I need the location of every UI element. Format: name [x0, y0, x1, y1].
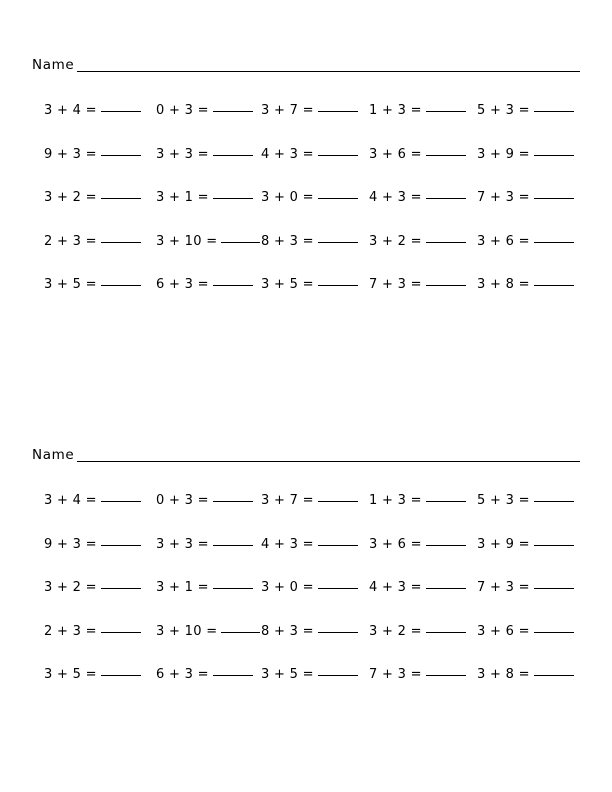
problem-expression: 3 + 9 =	[477, 146, 530, 162]
problem-expression: 3 + 2 =	[44, 580, 97, 595]
problem-expression: 3 + 5 =	[44, 277, 97, 292]
problem-cell	[369, 146, 473, 164]
problem-expression: 3 + 8 =	[477, 277, 530, 292]
answer-blank[interactable]	[534, 501, 574, 502]
problem-expression: 3 + 3 =	[156, 146, 209, 162]
problem-cell	[369, 666, 473, 684]
answer-blank[interactable]	[318, 111, 358, 112]
problem-expression: 3 + 0 =	[261, 190, 314, 205]
answer-blank[interactable]	[101, 501, 141, 502]
problem-cell	[369, 536, 473, 554]
problem-expression: 3 + 2 =	[369, 233, 422, 249]
answer-blank[interactable]	[318, 588, 358, 589]
problem-expression: 3 + 6 =	[369, 146, 422, 162]
problem-expression: 3 + 0 =	[261, 580, 314, 595]
name-label: Name	[32, 447, 75, 463]
problem-cell	[156, 276, 260, 294]
answer-blank[interactable]	[318, 501, 358, 502]
problem-cell	[369, 579, 473, 597]
problem-cell	[44, 666, 152, 684]
problem-cell	[369, 102, 473, 120]
problem-cell	[477, 536, 581, 554]
name-field-bottom[interactable]	[32, 440, 580, 464]
problem-expression: 3 + 1 =	[156, 190, 209, 205]
problem-expression: 7 + 3 =	[369, 277, 422, 292]
problem-expression: 3 + 4 =	[44, 493, 97, 508]
answer-blank[interactable]	[426, 632, 466, 633]
problem-expression: 4 + 3 =	[369, 580, 422, 595]
problem-row	[0, 666, 612, 710]
problem-expression: 3 + 8 =	[477, 667, 530, 682]
problem-cell	[369, 233, 473, 251]
problem-cell	[477, 189, 581, 207]
problem-expression: 5 + 3 =	[477, 493, 530, 508]
answer-blank[interactable]	[426, 545, 466, 546]
problem-cell	[44, 189, 152, 207]
problem-cell	[156, 189, 260, 207]
problem-cell	[261, 666, 367, 684]
problem-cell	[477, 666, 581, 684]
problem-cell	[44, 146, 152, 164]
problem-expression: 3 + 6 =	[477, 623, 530, 639]
problem-row	[0, 536, 612, 580]
problem-expression: 3 + 6 =	[369, 536, 422, 552]
problem-expression: 9 + 3 =	[44, 146, 97, 162]
problem-cell	[369, 189, 473, 207]
problem-expression: 3 + 3 =	[156, 536, 209, 552]
problem-expression: 3 + 5 =	[261, 277, 314, 292]
problem-row	[0, 189, 612, 233]
problem-row	[0, 579, 612, 623]
answer-blank[interactable]	[426, 242, 466, 243]
answer-blank[interactable]	[426, 675, 466, 676]
name-label: Name	[32, 57, 75, 73]
problem-cell	[261, 102, 367, 120]
answer-blank[interactable]	[213, 501, 253, 502]
answer-blank[interactable]	[426, 588, 466, 589]
problem-expression: 3 + 7 =	[261, 103, 314, 118]
problem-expression: 5 + 3 =	[477, 103, 530, 118]
problem-cell	[477, 623, 581, 641]
problem-cell	[156, 666, 260, 684]
problem-cell	[44, 623, 152, 641]
answer-blank[interactable]	[213, 285, 253, 286]
name-field-top[interactable]	[32, 50, 580, 74]
problem-expression: 2 + 3 =	[44, 623, 97, 639]
problem-expression: 3 + 9 =	[477, 536, 530, 552]
problem-cell	[156, 492, 260, 510]
answer-blank[interactable]	[101, 155, 141, 156]
problem-cell	[369, 276, 473, 294]
problem-row	[0, 492, 612, 536]
problem-cell	[261, 189, 367, 207]
problem-expression: 3 + 2 =	[44, 190, 97, 205]
answer-blank[interactable]	[318, 632, 358, 633]
problem-cell	[156, 536, 260, 554]
problem-expression: 8 + 3 =	[261, 233, 314, 249]
problem-cell	[261, 276, 367, 294]
problem-cell	[261, 492, 367, 510]
answer-blank[interactable]	[101, 675, 141, 676]
answer-blank[interactable]	[101, 545, 141, 546]
answer-blank[interactable]	[101, 632, 141, 633]
problem-cell	[156, 146, 260, 164]
problem-expression: 1 + 3 =	[369, 103, 422, 118]
problem-expression: 4 + 3 =	[369, 190, 422, 205]
answer-blank[interactable]	[213, 155, 253, 156]
answer-blank[interactable]	[318, 155, 358, 156]
problem-row	[0, 623, 612, 667]
problem-cell	[44, 102, 152, 120]
problem-row	[0, 102, 612, 146]
problem-cell	[156, 579, 260, 597]
problem-expression: 3 + 6 =	[477, 233, 530, 249]
answer-blank[interactable]	[534, 588, 574, 589]
answer-blank[interactable]	[101, 198, 141, 199]
problem-expression: 3 + 5 =	[261, 667, 314, 682]
problem-expression: 3 + 2 =	[369, 623, 422, 639]
problem-expression: 3 + 10 =	[156, 233, 218, 249]
problem-expression: 0 + 3 =	[156, 103, 209, 118]
answer-blank[interactable]	[426, 111, 466, 112]
answer-blank[interactable]	[213, 675, 253, 676]
answer-blank[interactable]	[213, 111, 253, 112]
problem-row	[0, 276, 612, 320]
answer-blank[interactable]	[221, 632, 260, 633]
answer-blank[interactable]	[534, 675, 574, 676]
problem-expression: 6 + 3 =	[156, 277, 209, 292]
answer-blank[interactable]	[534, 155, 574, 156]
problem-cell	[261, 579, 367, 597]
problem-cell	[156, 233, 260, 251]
answer-blank[interactable]	[318, 242, 358, 243]
answer-blank[interactable]	[534, 632, 574, 633]
answer-blank[interactable]	[101, 242, 141, 243]
answer-blank[interactable]	[318, 675, 358, 676]
problem-cell	[477, 492, 581, 510]
answer-blank[interactable]	[426, 501, 466, 502]
problem-row	[0, 233, 612, 277]
problem-expression: 3 + 4 =	[44, 103, 97, 118]
problem-expression: 2 + 3 =	[44, 233, 97, 249]
answer-blank[interactable]	[221, 242, 260, 243]
problem-cell	[477, 102, 581, 120]
answer-blank[interactable]	[534, 242, 574, 243]
problem-expression: 7 + 3 =	[369, 667, 422, 682]
problem-cell	[156, 623, 260, 641]
answer-blank[interactable]	[101, 285, 141, 286]
answer-blank[interactable]	[318, 285, 358, 286]
answer-blank[interactable]	[318, 198, 358, 199]
problem-cell	[44, 492, 152, 510]
problem-cell	[44, 536, 152, 554]
problem-cell	[261, 146, 367, 164]
problem-cell	[477, 579, 581, 597]
answer-blank[interactable]	[101, 588, 141, 589]
problem-cell	[477, 276, 581, 294]
problem-expression: 3 + 5 =	[44, 667, 97, 682]
answer-blank[interactable]	[213, 588, 253, 589]
problem-expression: 0 + 3 =	[156, 493, 209, 508]
problem-expression: 8 + 3 =	[261, 623, 314, 639]
problem-cell	[44, 579, 152, 597]
problem-cell	[477, 233, 581, 251]
problem-grid-bottom	[0, 492, 612, 710]
problem-cell	[261, 623, 367, 641]
problem-cell	[44, 276, 152, 294]
answer-blank[interactable]	[213, 198, 253, 199]
problem-expression: 4 + 3 =	[261, 536, 314, 552]
problem-cell	[477, 146, 581, 164]
problem-cell	[369, 492, 473, 510]
problem-expression: 3 + 10 =	[156, 623, 218, 639]
answer-blank[interactable]	[426, 198, 466, 199]
answer-blank[interactable]	[534, 111, 574, 112]
problem-cell	[261, 233, 367, 251]
answer-blank[interactable]	[318, 545, 358, 546]
problem-expression: 6 + 3 =	[156, 667, 209, 682]
problem-expression: 4 + 3 =	[261, 146, 314, 162]
answer-blank[interactable]	[534, 545, 574, 546]
problem-grid-top	[0, 102, 612, 320]
problem-expression: 3 + 7 =	[261, 493, 314, 508]
answer-blank[interactable]	[101, 111, 141, 112]
problem-row	[0, 146, 612, 190]
name-write-line[interactable]	[77, 71, 580, 72]
problem-expression: 7 + 3 =	[477, 580, 530, 595]
problem-expression: 1 + 3 =	[369, 493, 422, 508]
answer-blank[interactable]	[213, 545, 253, 546]
answer-blank[interactable]	[426, 285, 466, 286]
answer-blank[interactable]	[534, 285, 574, 286]
problem-expression: 3 + 1 =	[156, 580, 209, 595]
problem-cell	[156, 102, 260, 120]
problem-expression: 7 + 3 =	[477, 190, 530, 205]
problem-cell	[261, 536, 367, 554]
problem-expression: 9 + 3 =	[44, 536, 97, 552]
answer-blank[interactable]	[426, 155, 466, 156]
problem-cell	[369, 623, 473, 641]
answer-blank[interactable]	[534, 198, 574, 199]
problem-cell	[44, 233, 152, 251]
name-write-line[interactable]	[77, 461, 580, 462]
